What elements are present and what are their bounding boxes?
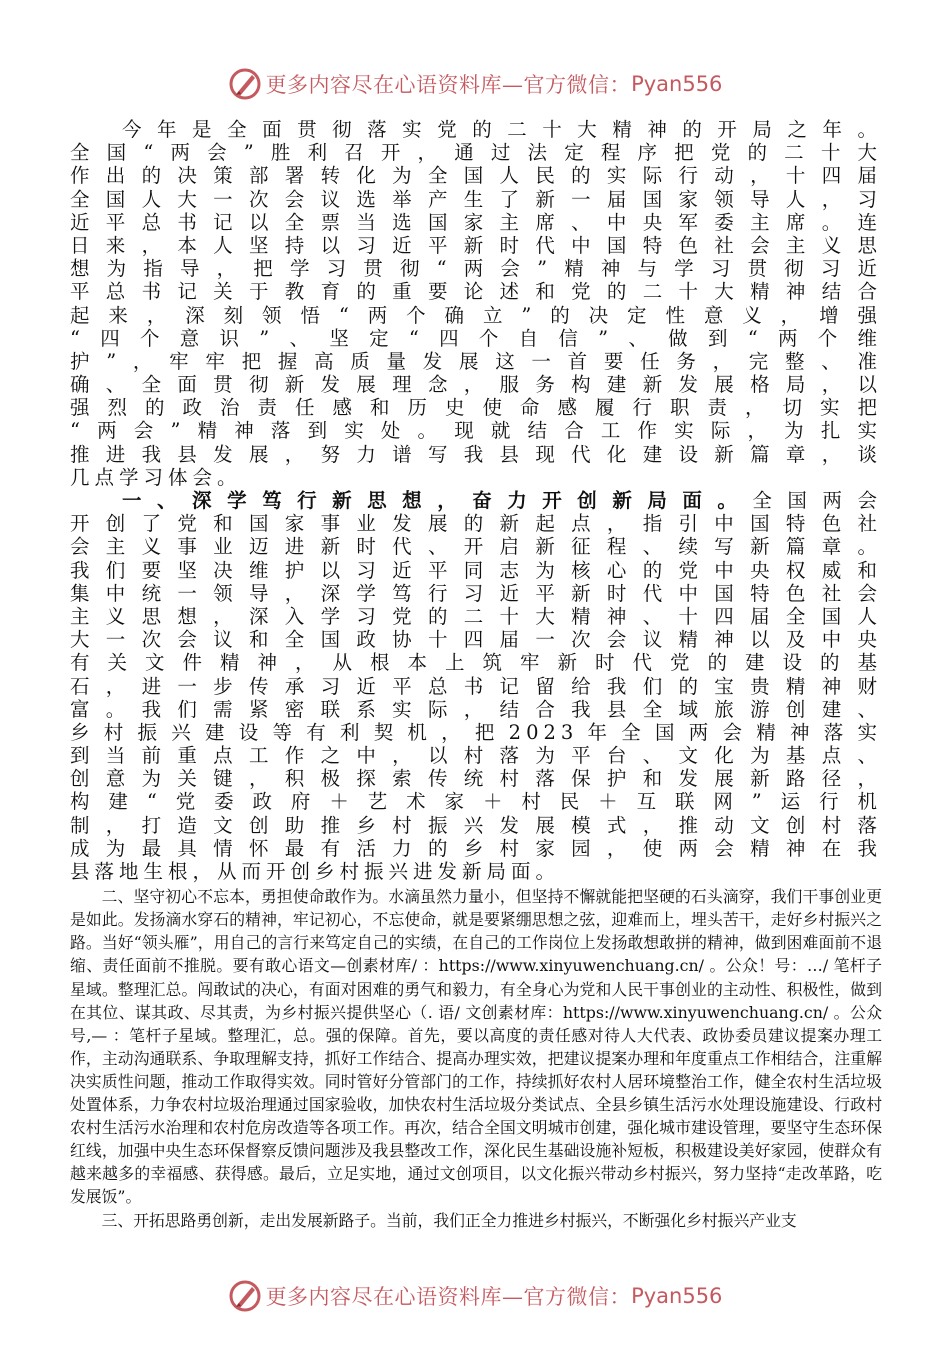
section1-line: 富。我们需紧密联系实际，结合我县全域旅游创建、 xyxy=(70,697,882,721)
section1-line: 大一次会议和全国政协十四届一次会议精神以及中央 xyxy=(70,628,882,652)
section1-paragraph xyxy=(70,489,882,883)
intro-line: 日来，本人坚持以习近平新时代中国特色社会主义思 xyxy=(70,233,882,257)
section1-line: 主义思想，深入学习党的二十大精神、十四届全国人 xyxy=(70,604,882,628)
section1-first-line xyxy=(70,489,882,512)
section1-line: 县落地生根，从而开创乡村振兴进发新局面。 xyxy=(70,860,561,883)
section1-line: 构建“党委政府＋艺术家＋村民＋互联网”运行机 xyxy=(70,790,882,814)
section1-line: 我们要坚决维护以习近平同志为核心的党中央权威和 xyxy=(70,558,882,582)
intro-line: 平总书记关于教育的重要论述和党的二十大精神结合 xyxy=(70,280,882,304)
intro-line: 推进我县发展，努力谱写我县现代化建设新篇章，谈 xyxy=(70,442,882,466)
intro-paragraph xyxy=(70,118,882,489)
header-banner xyxy=(0,64,950,104)
section1-line: 集中统一领导，深学笃行习近平新时代中国特色社会 xyxy=(70,581,882,605)
section1-line: 到当前重点工作之中，以村落为平台、文化为基点、 xyxy=(70,744,882,768)
intro-line: 全国人大一次会议选举产生了新一届国家领导人，习 xyxy=(70,187,882,211)
intro-line: “四个意识”、坚定“四个自信”、做到“两个维 xyxy=(70,326,882,350)
intro-line: 作出的决策部署转化为全国人民的实际行动，十四届 xyxy=(70,164,882,188)
section1-line: 乡村振兴建设等有利契机，把2023年全国两会精神落实 xyxy=(70,720,882,744)
document-body xyxy=(70,118,882,1232)
section1-line: 石，进一步传承习近平总书记留给我们的宝贵精神财 xyxy=(70,674,882,698)
banner-text: 更多内容尽在心语资料库—官方微信： xyxy=(265,1285,632,1309)
pen-logo-icon xyxy=(228,1279,262,1313)
section1-heading: 一、深学笃行新思想，奋力开创新局面。 xyxy=(122,489,753,512)
intro-line: 今年是全面贯彻落实党的二十大精神的开局之年。 xyxy=(122,118,882,141)
footer-banner xyxy=(0,1276,950,1316)
banner-text: 更多内容尽在心语资料库—官方微信： xyxy=(265,73,632,97)
intro-line: “两会”精神落到实处。现就结合工作实际，为扎实 xyxy=(70,419,882,443)
intro-line: 确、全面贯彻新发展理念，服务构建新发展格局，以 xyxy=(70,373,882,397)
section2-paragraph: 二、坚守初心不忘本，勇担使命敢作为。水滴虽然力量小，但坚持不懈就能把坚硬的石头滴穿，我们干事创业更是如此。发扬滴水穿石的精神，牢记初心，不忘使命，就是要紧绷思想之弦，迎难而上，埋头苦干，走好乡村振兴之路。当好“领头雁”，用自己的言行来笃定自己的实绩，在自己的工作岗位上发扬敢想敢拼的精神，做到困难面前不退缩、责任面前不推脱。要有敢心语文—创素材库/ ：https://www.xinyuwenchuang.cn/ 。公众！号：…/ 笔杆子星域。整理汇总。闯敢试的决心，有面对困难的勇气和毅力，有全身心为党和人民干事创业的主动性、积极性，做到在其位、谋其政、尽其责，为乡村振兴提供坚心（. 语/ 文创素材库：https://www.xinyuwenchuang.cn/ 。公众号,— ：笔杆子星域。整理汇，总。强的保障。首先，要以高度的责任感对待人大代表、政协委员建议提案办理工作，主动沟通联系、争取理解支持，抓好工作结合、提高办理实效，把建议提案办理和年度重点工作相结合，注重解决实质性问题，推动工作取得实效。同时管好分管部门的工作，持续抓好农村人居环境整治工作，健全农村生活垃圾处置体系，力争农村垃圾治理通过国家验收，加快农村生活垃圾分类试点、全县乡镇生活污水处理设施建设、行政村农村生活污水治理和农村危房改造等各项工作。再次，结合全国文明城市创建，强化城市建设管理，要坚守生态环保红线，加强中央生态环保督察反馈问题涉及我县整改工作，深化民生基础设施补短板，积极建设美好家园，使群众有越来越多的幸福感、获得感。最后，立足实地，通过文创项目，以文化振兴带动乡村振兴，努力坚持“走改革路，吃发展饭”。 xyxy=(70,887,882,1207)
section3-paragraph: 三、开拓思路勇创新，走出发展新路子。当前，我们正全力推进乡村振兴，不断强化乡村振兴产业支 xyxy=(101,1210,797,1230)
intro-line: 几点学习体会。 xyxy=(70,465,242,489)
intro-line: 近平总书记以全票当选国家主席、中央军委主席。连 xyxy=(70,210,882,234)
section1-line: 有关文件精神，从根本上筑牢新时代党的建设的基 xyxy=(70,651,882,675)
intro-line: 护”，牢牢把握高质量发展这一首要任务，完整、准 xyxy=(70,349,882,373)
section1-line: 创意为关键，积极探索传统村落保护和发展新路径， xyxy=(70,767,882,791)
section1-line: 成为最具情怀最有活力的乡村家园，使两会精神在我 xyxy=(70,836,882,860)
section1-line: 制，打造文创助推乡村振兴发展模式，推动文创村落 xyxy=(70,813,882,837)
section1-line: 开创了党和国家事业发展的新起点，指引中国特色社 xyxy=(70,512,882,536)
section1-first-tail: 全国两会 xyxy=(752,489,882,512)
intro-line: 全国“两会”胜利召开，通过法定程序把党的二十大 xyxy=(70,141,882,165)
intro-line: 起来，深刻领悟“两个确立”的决定性意义，增强 xyxy=(70,303,882,327)
pen-logo-icon xyxy=(228,67,262,101)
intro-line: 想为指导，把学习贯彻“两会”精神与学习贯彻习近 xyxy=(70,257,882,281)
intro-line: 强烈的政治责任感和历史使命感履行职责，切实把 xyxy=(70,396,882,420)
section1-line: 会主义事业迈进新时代、开启新征程、续写新篇章。 xyxy=(70,535,882,559)
banner-wechat-id: Pyan556 xyxy=(631,72,723,96)
banner-wechat-id: Pyan556 xyxy=(631,1284,723,1308)
